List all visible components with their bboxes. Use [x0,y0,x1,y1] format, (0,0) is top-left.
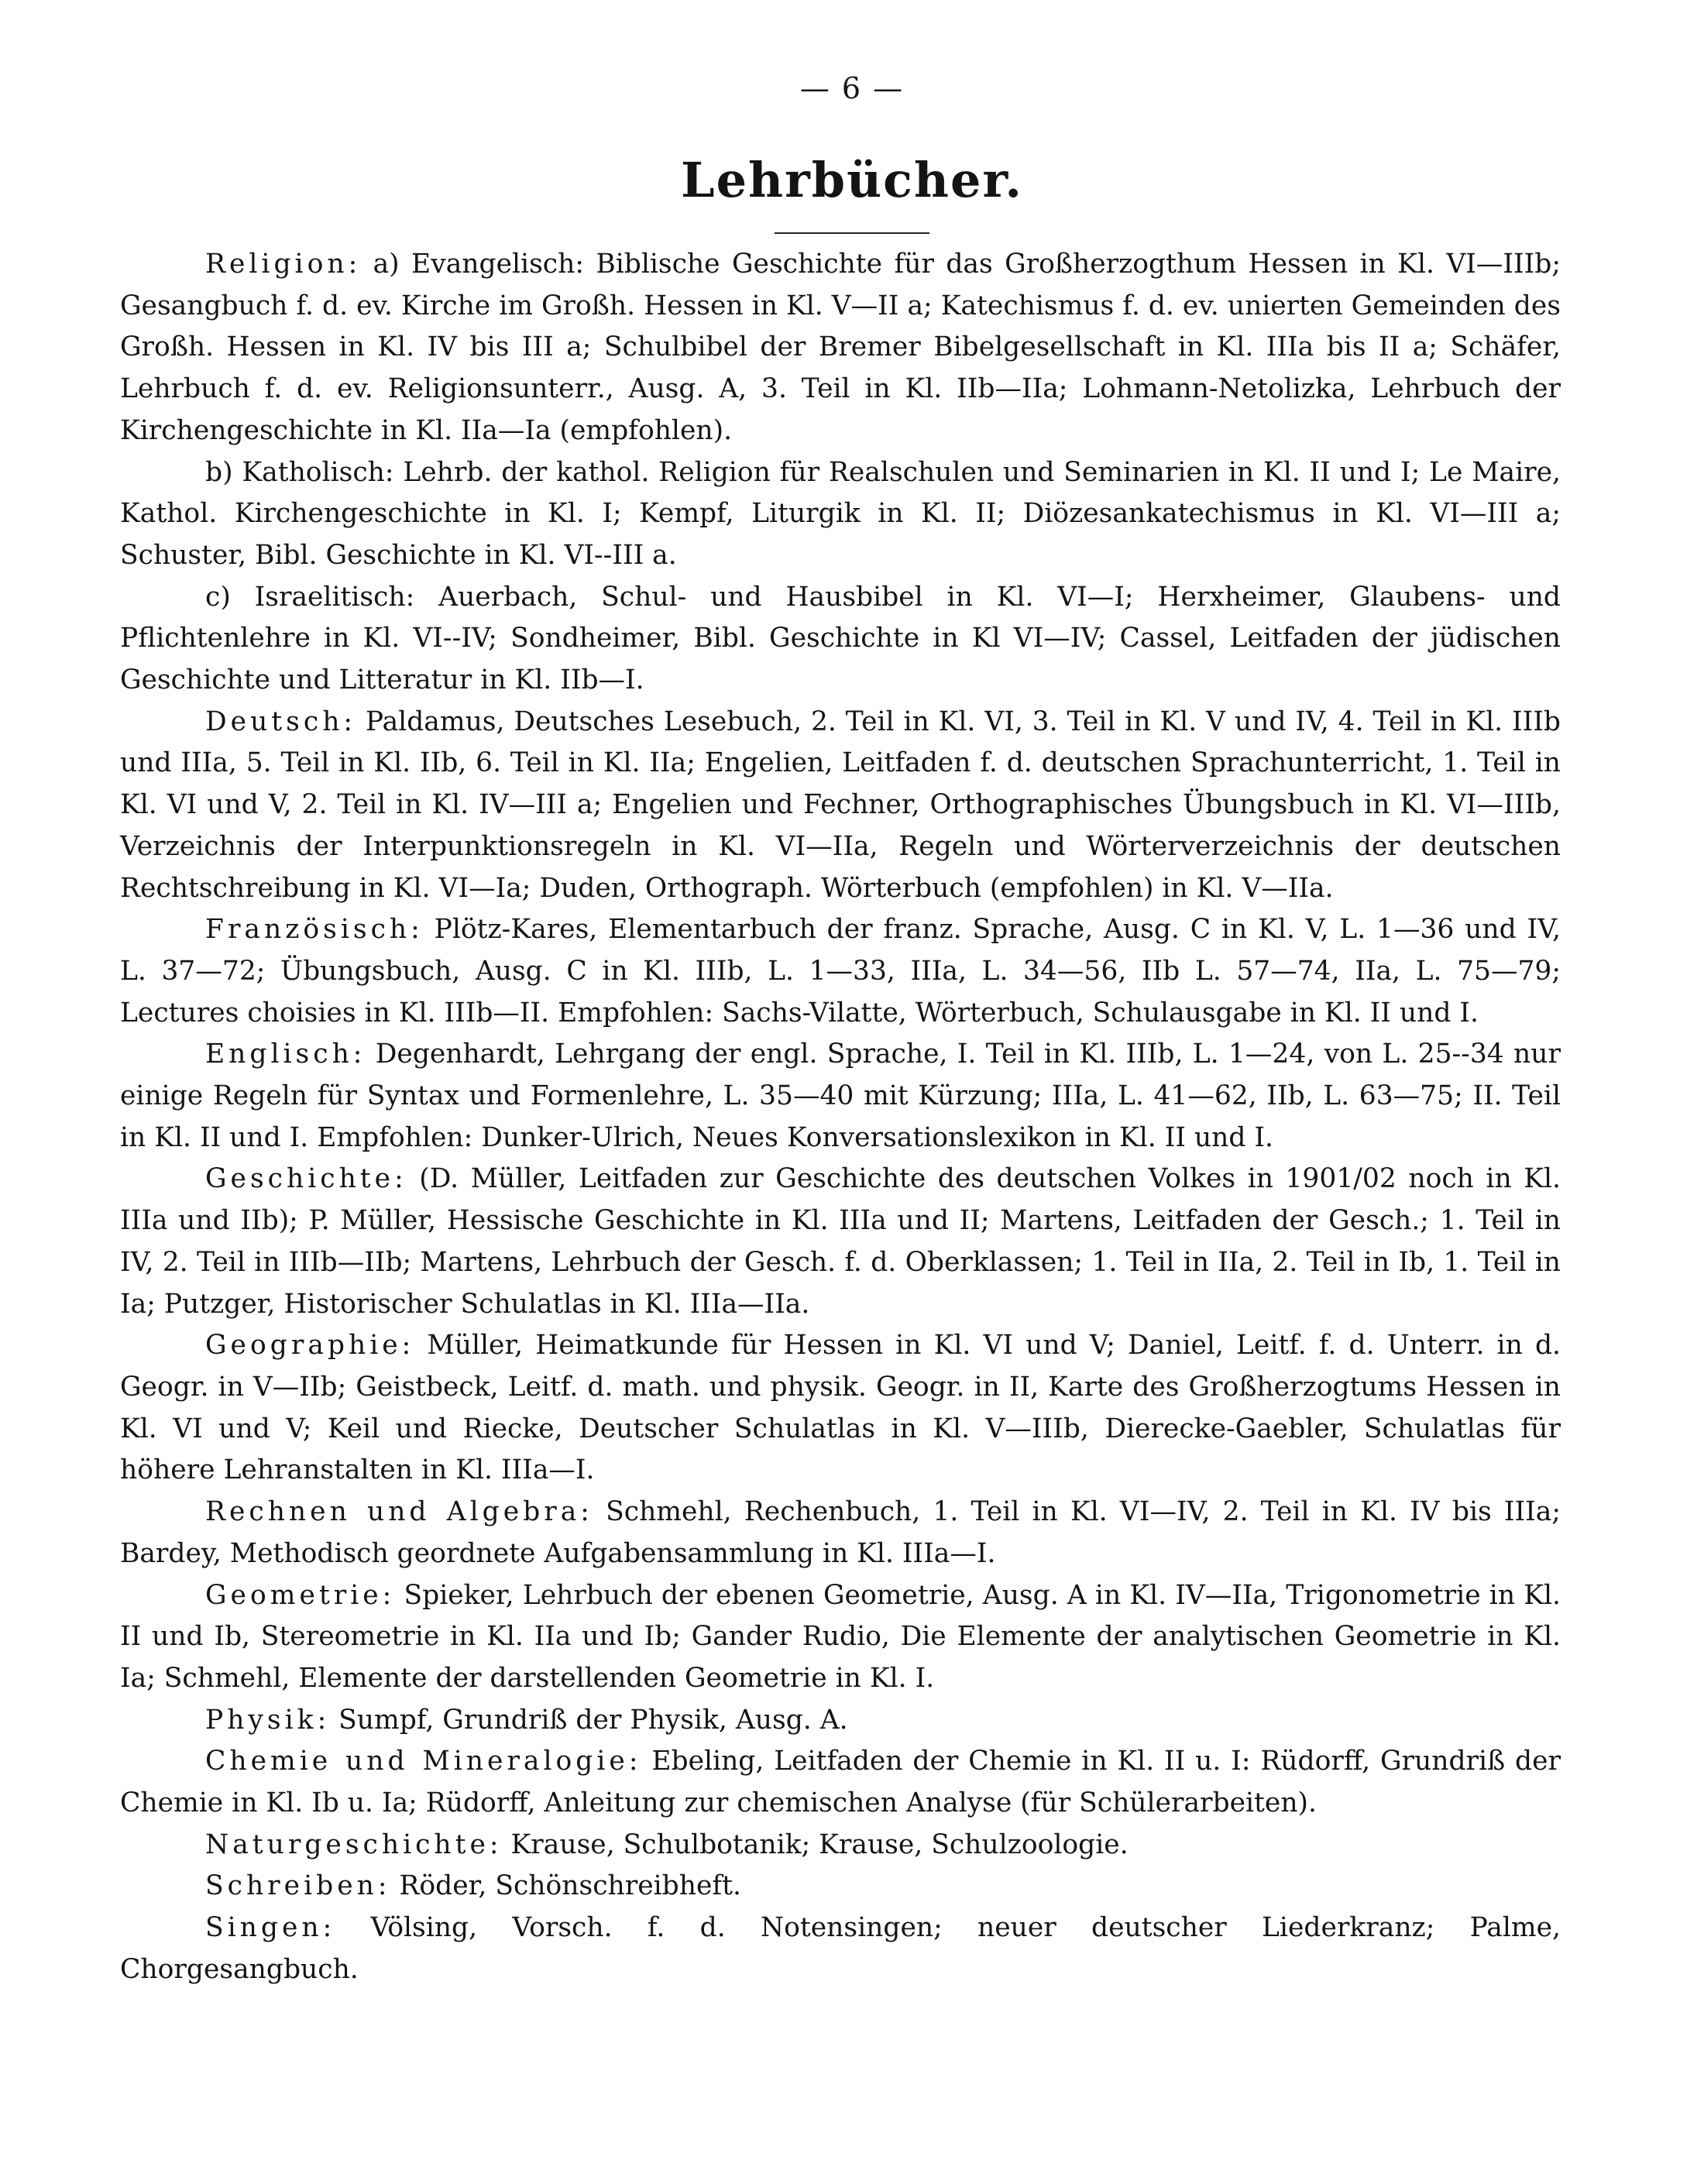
page-title: Lehrbücher. [680,152,1024,208]
paragraph-rechnen-algebra [120,1492,1561,1574]
paragraph-englisch [120,1034,1561,1159]
subject-heading: Geschichte: [205,1163,407,1195]
paragraph-text: Krause, Schulbotanik; Krause, Schulzoologie. [502,1829,1129,1860]
paragraph-franzoesisch [120,909,1561,1034]
subject-heading: Geometrie: [205,1579,396,1611]
subject-heading: Chemie und Mineralogie: [205,1746,642,1777]
paragraph-schreiben [120,1866,1561,1908]
paragraph-text: Müller, Heimatkunde für Hessen in Kl. VI und V; Daniel, Leitf. f. d. Unterr. in d. Geogr. in V—IIb; Geistbeck, Leitf. d. math. und physik. Geogr. in II, Karte des Großherzogtums Hessen in Kl. VI und V; Keil und Riecke, Deutscher Schulatlas in Kl. V—IIIb, Dierecke-Gaebler, Schulatlas für höhere Lehranstalten in Kl. IIIa—I. [120,1330,1561,1486]
subject-heading: Französisch: [205,914,424,946]
paragraph-text: (D. Müller, Leitfaden zur Geschichte des deutschen Volkes in 1901/02 noch in Kl. IIIa und IIb); P. Müller, Hessische Geschichte in Kl. IIIa und II; Martens, Leitfaden der Gesch.; 1. Teil in IV, 2. Teil in IIIb—IIb; Martens, Lehrbuch der Gesch. f. d. Oberklassen; 1. Teil in IIa, 2. Teil in Ib, 1. Teil in Ia; Putzger, Historischer Schulatlas in Kl. IIIa—IIa. [120,1163,1561,1320]
paragraph-deutsch [120,702,1561,910]
paragraph-physik [120,1700,1561,1742]
paragraph-naturgeschichte [120,1825,1561,1866]
paragraph-text: Sumpf, Grundriß der Physik, Ausg. A. [330,1704,848,1736]
paragraph-text: a) Evangelisch: Biblische Geschichte für das Großherzogthum Hessen in Kl. VI—IIIb; Gesangbuch f. d. ev. Kirche im Großh. Hessen in Kl. V—II a; Katechismus f. d. ev. unierten Gemeinden des Großh. Hessen in Kl. IV bis III a; Schulbibel der Bremer Bibelgesellschaft in Kl. IIIa bis II a; Schäfer, Lehrbuch f. d. ev. Religionsunterr., Ausg. A, 3. Teil in Kl. IIb—IIa; Lohmann-Netolizka, Lehrbuch der Kirchengeschichte in Kl. IIa—Ia (empfohlen). [120,249,1561,446]
paragraph-text: Völsing, Vorsch. f. d. Notensingen; neuer deutscher Liederkranz; Palme, Chorgesangbuch. [120,1912,1561,1985]
paragraph-geschichte [120,1159,1561,1325]
paragraph-geometrie [120,1575,1561,1700]
paragraph-text: c) Israelitisch: Auerbach, Schul- und Hausbibel in Kl. VI—I; Herxheimer, Glaubens- und Pflichtenlehre in Kl. VI--IV; Sondheimer, Bibl. Geschichte in Kl VI—IV; Cassel, Leitfaden der jüdischen Geschichte und Litteratur in Kl. IIb—I. [120,581,1561,696]
subject-heading: Geographie: [205,1330,415,1362]
subject-heading: Singen: [205,1912,336,1944]
paragraph-chemie-mineralogie [120,1741,1561,1824]
paragraph-text: b) Katholisch: Lehrb. der kathol. Religion für Realschulen und Seminarien in Kl. II und I; Le Maire, Kathol. Kirchengeschichte in Kl. I; Kempf, Liturgik in Kl. II; Diözesankatechismus in Kl. VI—III a; Schuster, Bibl. Geschichte in Kl. VI--III a. [120,456,1561,571]
paragraph-singen [120,1908,1561,1990]
paragraph-text: Ebeling, Leitfaden der Chemie in Kl. II u. I: Rüdorff, Grundriß der Chemie in Kl. Ib u. Ia; Rüdorff, Anleitung zur chemischen Analyse (für Schülerarbeiten). [120,1746,1561,1819]
paragraph-text: Röder, Schönschreibheft. [390,1870,741,1902]
textbook-list [120,244,1561,1991]
subject-heading: Rechnen und Algebra: [205,1496,593,1528]
subject-heading: Deutsch: [205,706,357,737]
title-rule [775,232,929,234]
paragraph-text: Schmehl, Rechenbuch, 1. Teil in Kl. VI—IV, 2. Teil in Kl. IV bis IIIa; Bardey, Methodisch geordnete Aufgabensammlung in Kl. IIIa—I. [120,1496,1561,1569]
paragraph-religion-evangelical [120,244,1561,452]
subject-heading: Schreiben: [205,1870,391,1902]
paragraph-text: Paldamus, Deutsches Lesebuch, 2. Teil in Kl. VI, 3. Teil in Kl. V und IV, 4. Teil in Kl. IIIb und IIIa, 5. Teil in Kl. IIb, 6. Teil in Kl. IIa; Engelien, Leitfaden f. d. deutschen Sprachunterricht, 1. Teil in Kl. VI und V, 2. Teil in Kl. IV—III a; Engelien und Fechner, Orthographisches Übungsbuch in Kl. VI—IIIb, Verzeichnis der Interpunktionsregeln in Kl. VI—IIa, Regeln und Wörterverzeichnis der deutschen Rechtschreibung in Kl. VI—Ia; Duden, Orthograph. Wörterbuch (empfohlen) in Kl. V—IIa. [120,706,1561,904]
paragraph-geographie [120,1325,1561,1492]
paragraph-text: Spieker, Lehrbuch der ebenen Geometrie, Ausg. A in Kl. IV—IIa, Trigonometrie in Kl. II und Ib, Stereometrie in Kl. IIa und Ib; Gander Rudio, Die Elemente der analytischen Geometrie in Kl. Ia; Schmehl, Elemente der darstellenden Geometrie in Kl. I. [120,1579,1561,1694]
subject-heading: Physik: [205,1704,331,1736]
subject-heading: Englisch: [205,1039,366,1070]
page-number: — 6 — [799,71,905,105]
paragraph-text: Degenhardt, Lehrgang der engl. Sprache, I. Teil in Kl. IIIb, L. 1—24, von L. 25--34 nur einige Regeln für Syntax und Formenlehre, L. 35—40 mit Kürzung; IIIa, L. 41—62, IIb, L. 63—75; II. Teil in Kl. II und I. Empfohlen: Dunker-Ulrich, Neues Konversationslexikon in Kl. II und I. [120,1039,1561,1153]
subject-heading: Naturgeschichte: [205,1829,503,1860]
subject-heading: Religion: [205,249,362,280]
paragraph-religion-israelite [120,577,1561,702]
paragraph-text: Plötz-Kares, Elementarbuch der franz. Sprache, Ausg. C in Kl. V, L. 1—36 und IV, L. 37—72; Übungsbuch, Ausg. C in Kl. IIIb, L. 1—33, IIIa, L. 34—56, IIb L. 57—74, IIa, L. 75—79; Lectures choisies in Kl. IIIb—II. Empfohlen: Sachs-Vilatte, Wörterbuch, Schulausgabe in Kl. II und I. [120,914,1561,1028]
paragraph-religion-catholic [120,452,1561,577]
